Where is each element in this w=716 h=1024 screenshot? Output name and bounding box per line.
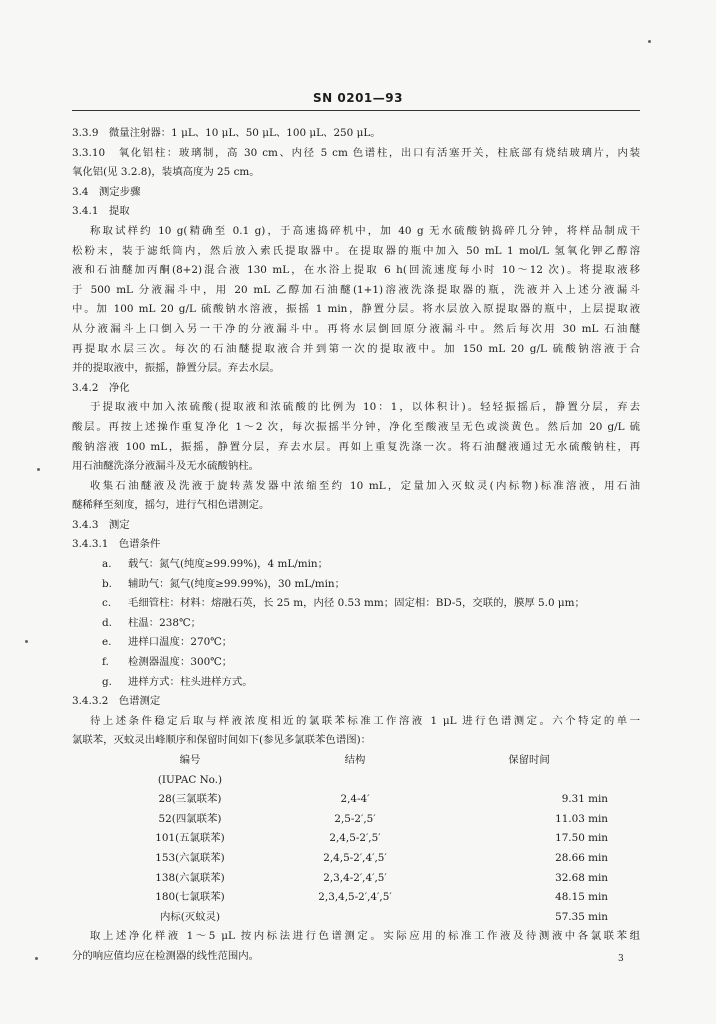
item-label: g. bbox=[102, 675, 112, 688]
table-cell: 48.15 min bbox=[555, 891, 608, 904]
paragraph-line: 用石油醚洗涤分液漏斗及无水硫酸钠柱。 bbox=[72, 460, 260, 473]
item-3-3-9: 3.3.9 微量注射器：1 μL、10 μL、50 μL、100 μL、250 μL。 bbox=[72, 127, 381, 139]
section-heading-3-4-3: 3.4.3 测定 bbox=[72, 518, 130, 531]
paragraph-line: 氯联苯，灭蚊灵出峰顺序和保留时间如下(参见多氯联苯色谱图)： bbox=[72, 734, 372, 747]
column-header-structure: 结构 bbox=[344, 754, 366, 766]
item-label: f. bbox=[102, 656, 109, 669]
scan-speck bbox=[35, 957, 38, 960]
scan-speck bbox=[25, 640, 28, 643]
item-label: c. bbox=[102, 597, 112, 610]
table-cell: 11.03 min bbox=[555, 812, 608, 825]
table-cell: 28(三氯联苯) bbox=[158, 793, 222, 806]
condition-item bbox=[72, 575, 640, 595]
scan-speck bbox=[37, 468, 40, 471]
section-heading-3-4: 3.4 测定步骤 bbox=[72, 185, 141, 198]
header-rule bbox=[72, 110, 640, 111]
table-row bbox=[120, 849, 640, 869]
condition-item bbox=[72, 633, 640, 653]
standard-number-header: SN 0201—93 bbox=[313, 91, 403, 105]
table-row bbox=[120, 869, 640, 889]
item-label: e. bbox=[102, 636, 112, 649]
paragraph-line: 醚稀释至刻度，摇匀，进行气相色谱测定。 bbox=[72, 499, 270, 512]
paragraph-line: 酸层。再按上述操作重复净化 1～2 次，每次振摇半分钟，净化至酸液呈无色或淡黄色。然后加 20 g/L 硫 bbox=[72, 420, 640, 433]
table-row bbox=[120, 888, 640, 908]
condition-item bbox=[72, 653, 640, 673]
table-row bbox=[120, 790, 640, 810]
section-heading-3-4-2: 3.4.2 净化 bbox=[72, 381, 130, 394]
item-label: d. bbox=[102, 616, 112, 629]
column-subheader-iupac: (IUPAC No.) bbox=[157, 773, 223, 786]
paragraph-line: 松粉末，装于滤纸筒内，然后放入索氏提取器中。在提取器的瓶中加入 50 mL 1 mol/L 氢氧化钾乙醇溶 bbox=[72, 244, 640, 257]
paragraph-line: 中。加 100 mL 20 g/L 硫酸钠水溶液，振摇 1 min，静置分层。将水层放入原提取器的瓶中，上层提取液 bbox=[72, 303, 640, 316]
page-number: 3 bbox=[618, 954, 624, 964]
table-row bbox=[120, 908, 640, 928]
paragraph-line: 收集石油醚液及洗液于旋转蒸发器中浓缩至约 10 mL，定量加入灭蚊灵(内标物)标准溶液，用石油 bbox=[90, 479, 640, 492]
section-heading-3-4-1: 3.4.1 提取 bbox=[72, 205, 130, 218]
item-text: 进样口温度：270℃； bbox=[128, 636, 233, 649]
item-text: 检测器温度：300℃； bbox=[128, 656, 233, 669]
section-heading-3-4-3-1: 3.4.3.1 色谱条件 bbox=[72, 538, 161, 551]
table-cell: 28.66 min bbox=[555, 851, 608, 864]
paragraph-line: 再提取水层三次。每次的石油醚提取液合并到第一次的提取液中。加 150 mL 20 g/L 硫酸钠溶液于合 bbox=[72, 342, 640, 355]
condition-item bbox=[72, 594, 640, 614]
table-cell: 17.50 min bbox=[555, 832, 608, 845]
table-cell: 52(四氯联苯) bbox=[158, 812, 222, 825]
item-label: a. bbox=[102, 558, 112, 571]
paragraph-line: 称取试样约 10 g(精确至 0.1 g)，于高速捣碎机中，加 40 g 无水硫酸钠捣碎几分钟，将样品制成干 bbox=[90, 224, 640, 237]
table-row bbox=[120, 829, 640, 849]
table-cell: 内标(灭蚊灵) bbox=[159, 910, 221, 923]
paragraph-line: 于提取液中加入浓硫酸(提取液和浓硫酸的比例为 10：1，以体积计)。轻轻振摇后，静置分层，弃去 bbox=[90, 401, 640, 414]
condition-item bbox=[72, 614, 640, 634]
item-text: 毛细管柱：材料：熔融石英，长 25 m，内径 0.53 mm；固定相：BD-5，交联的，膜厚 5.0 μm； bbox=[128, 597, 585, 610]
table-cell: 2,3,4-2′,4′,5′ bbox=[323, 871, 387, 884]
table-cell bbox=[260, 908, 450, 928]
table-cell: 32.68 min bbox=[555, 871, 608, 884]
item-text: 柱温：238℃； bbox=[128, 616, 202, 629]
item-3-3-10: 3.3.10 氧化铝柱：玻璃制，高 30 cm、内径 5 cm 色谱柱，出口有活塞开关，柱底部有烧结玻璃片，内装 bbox=[72, 146, 640, 159]
paragraph-line: 液和石油醚加丙酮(8+2)混合液 130 mL，在水浴上提取 6 h(回流速度每小时 10～12 次)。将提取液移 bbox=[72, 264, 640, 277]
item-text: 进样方式：柱头进样方式。 bbox=[128, 675, 253, 688]
table-header-row bbox=[120, 751, 640, 771]
section-heading-3-4-3-2: 3.4.3.2 色谱测定 bbox=[72, 695, 161, 708]
table-cell: 2,3,4,5-2′,4′,5′ bbox=[318, 891, 392, 904]
table-cell: 2,4-4′ bbox=[340, 793, 370, 806]
item-label: b. bbox=[102, 577, 112, 590]
table-cell: 2,4,5-2′,4′,5′ bbox=[323, 851, 387, 864]
table-cell: 57.35 min bbox=[555, 910, 608, 923]
table-cell: 101(五氯联苯) bbox=[155, 832, 225, 845]
paragraph-line: 取上述净化样液 1～5 μL 按内标法进行色谱测定。实际应用的标准工作液及待测液中各氯联苯组 bbox=[90, 930, 640, 943]
table-row bbox=[120, 810, 640, 830]
paragraph-line: 酸钠溶液 100 mL，振摇，静置分层，弃去水层。再如上重复洗涤一次。将石油醚液通过无水硫酸钠柱，再 bbox=[72, 440, 640, 453]
table-cell: 2,4,5-2′,5′ bbox=[329, 832, 381, 845]
text-line: 氧化铝(见 3.2.8)，装填高度为 25 cm。 bbox=[72, 166, 260, 179]
table-cell: 2,5-2′,5′ bbox=[334, 812, 376, 825]
paragraph-line: 待上述条件稳定后取与样液浓度相近的氯联苯标准工作溶液 1 μL 进行色谱测定。六个特定的单一 bbox=[90, 714, 640, 727]
paragraph-line: 从分液漏斗上口倒入另一干净的分液漏斗中。再将水层倒回原分液漏斗中。然后每次用 30 mL 石油醚 bbox=[72, 322, 640, 335]
column-header-number: 编号 bbox=[179, 754, 201, 766]
paragraph-line: 并的提取液中，振摇，静置分层。弃去水层。 bbox=[72, 362, 280, 375]
item-text: 辅助气：氮气(纯度≥99.99%)，30 mL/min； bbox=[128, 577, 345, 590]
scan-speck bbox=[648, 40, 651, 43]
table-cell: 9.31 min bbox=[561, 793, 608, 806]
item-text: 载气：氮气(纯度≥99.99%)，4 mL/min； bbox=[128, 558, 328, 571]
table-cell: 180(七氯联苯) bbox=[155, 891, 225, 904]
condition-item bbox=[72, 673, 640, 693]
table-subheader-row bbox=[120, 771, 640, 791]
paragraph-line: 于 500 mL 分液漏斗中，用 20 mL 乙醇加石油醚(1+1)溶液洗涤提取器的瓶，洗液并入上述分液漏斗 bbox=[72, 283, 640, 296]
paragraph-line: 分的响应值均应在检测器的线性范围内。 bbox=[72, 949, 260, 962]
condition-item bbox=[72, 555, 640, 575]
table-cell: 153(六氯联苯) bbox=[155, 851, 225, 864]
column-header-retention-time: 保留时间 bbox=[508, 754, 550, 766]
table-cell: 138(六氯联苯) bbox=[155, 871, 225, 884]
retention-time-table bbox=[120, 751, 640, 927]
document-body bbox=[72, 124, 640, 967]
